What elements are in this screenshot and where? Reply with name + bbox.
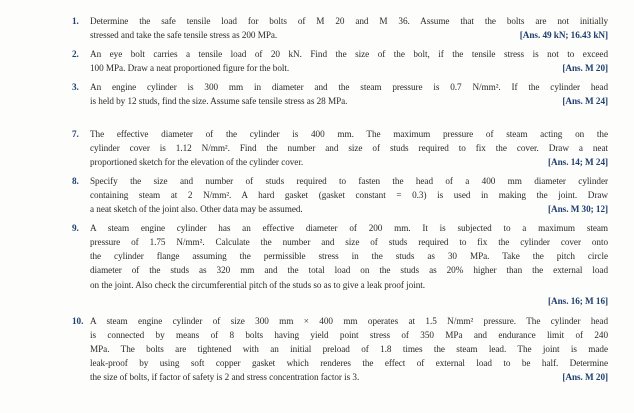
problem-text-line: leak-proof by using soft copper gasket which renderes the effect of external load to be half. Determine [90, 357, 608, 368]
problem-text-line: A steam engine cylinder has an effective diameter of 200 mm. It is subjected to a maximum steam [90, 223, 608, 234]
problem-text-line: Specify the size and number of studs required to fasten the head of a 400 mm diameter cylinder [90, 175, 608, 186]
answer-label: [Ans. M 24] [562, 96, 608, 107]
section-gap [74, 109, 608, 127]
problem-text-line: the cylinder flange assuming the permissible stress in the studs as 30 MPa. Take the pitch circle [90, 251, 608, 262]
problem-text-line [90, 61, 608, 75]
problem-text: proportioned sketch for the elevation of the cylinder cover. [90, 156, 304, 167]
problem-8 [74, 174, 608, 216]
problem-text: 100 MPa. Draw a neat proportioned figure for the bolt. [90, 63, 290, 74]
problem-10 [74, 314, 608, 384]
answer-label: [Ans. 49 kN; 16.43 kN] [519, 30, 608, 41]
problem-text-line: An engine cylinder is 300 mm in diameter and the steam pressure is 0.7 N/mm². If the cylinder head [90, 82, 608, 93]
problem-text-line: on the joint. Also check the circumferential pitch of the studs so as to give a leak proof joint. [90, 279, 426, 290]
answer-label: [Ans. 16; M 16] [548, 295, 608, 306]
problem-number: 7. [72, 128, 79, 139]
problem-text-line: is connected by means of 8 bolts having yield point stress of 350 MPa and endurance limit of 240 [90, 329, 608, 340]
problem-text: a neat sketch of the joint also. Other data may be assumed. [90, 204, 303, 215]
problem-text-line: Determine the safe tensile load for bolts of M 20 and M 36. Assume that the bolts are not initially [90, 16, 608, 26]
problem-2 [74, 47, 608, 75]
problem-number: 9. [72, 223, 79, 234]
problem-number: 3. [72, 82, 79, 93]
answer-label: [Ans. M 20] [562, 372, 608, 383]
problem-text-line [90, 94, 608, 108]
problem-number: 1. [72, 16, 79, 26]
problem-number: 2. [72, 49, 79, 60]
answer-label: [Ans. M 30; 12] [548, 204, 608, 215]
problem-1 [74, 14, 608, 42]
problem-text: stressed and take the safe tensile stress as 200 MPa. [90, 30, 278, 41]
problem-text-line: An eye bolt carries a tensile load of 20 kN. Find the size of the bolt, if the tensile stress is not to exceed [90, 49, 608, 60]
problem-number: 10. [72, 315, 84, 326]
answer-label: [Ans. M 20] [562, 63, 608, 74]
problem-3 [74, 80, 608, 108]
problem-text-line: diameter of the studs as 320 mm and the total load on the studs as 20% higher than the external load [90, 265, 608, 276]
problem-text-line: cylinder cover is 1.12 N/mm². Find the number and size of studs required to fix the cover. Draw a neat [90, 142, 608, 153]
problem-text-line [90, 155, 608, 169]
problem-text-line: The effective diameter of the cylinder is 400 mm. The maximum pressure of steam acting on the [90, 128, 608, 139]
problem-text: the size of bolts, if factor of safety is 2 and stress concentration factor is 3. [90, 372, 360, 383]
problem-text-line: pressure of 1.75 N/mm². Calculate the number and size of studs required to fix the cylinder cover onto [90, 237, 608, 248]
problem-text: is held by 12 studs, find the size. Assume safe tensile stress as 28 MPa. [90, 96, 348, 107]
problem-number: 8. [72, 175, 79, 186]
answer-label: [Ans. 14; M 24] [548, 156, 608, 167]
problem-text-line: A steam engine cylinder of size 300 mm × 400 mm operates at 1.5 N/mm² pressure. The cylinder head [90, 315, 608, 326]
problem-text-line: containing steam at 2 N/mm². A hard gasket (gasket constant = 0.3) is used in making the joint. Draw [90, 189, 608, 200]
problem-text-line: MPa. The bolts are tightened with an initial preload of 1.8 times the steam lead. The joint is made [90, 343, 608, 354]
problem-7 [74, 127, 608, 169]
problem-9 [74, 221, 608, 308]
problem-text-line [90, 28, 608, 42]
problem-text-line [90, 202, 608, 216]
problem-list [74, 14, 608, 384]
problem-text-line [90, 370, 608, 384]
